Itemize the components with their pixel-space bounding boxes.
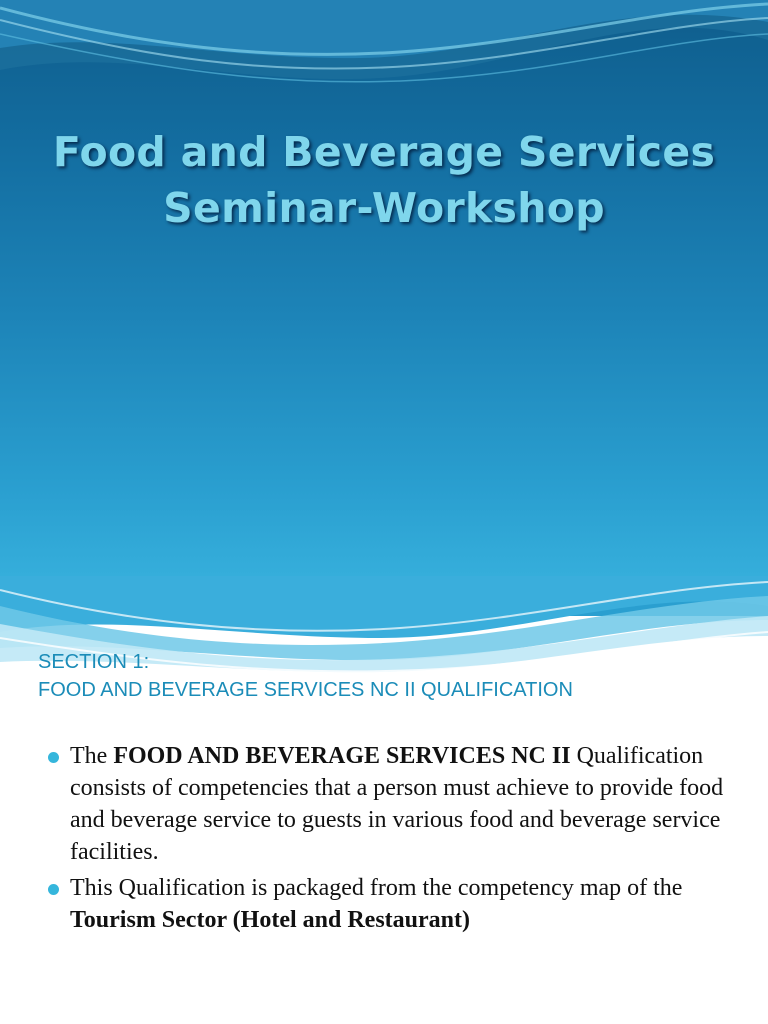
title-line-2: Seminar-Workshop (163, 184, 605, 232)
bullet-item (48, 740, 748, 868)
bullet-text-bold: Tourism Sector (Hotel and Restaurant) (70, 907, 470, 933)
bullet-icon (48, 884, 59, 895)
title-line-1: Food and Beverage Services (52, 128, 716, 176)
bullet-text-pre: This Qualification is packaged from the competency map of the (70, 875, 683, 901)
bullet-text-bold: FOOD AND BEVERAGE SERVICES NC II (113, 743, 571, 769)
content-slide (0, 576, 768, 1024)
section-heading-line-1: SECTION 1: (38, 651, 150, 673)
bullet-item (48, 872, 748, 936)
bullet-text-pre: The (70, 743, 114, 769)
section-heading (38, 648, 573, 704)
section-heading-line-2: FOOD AND BEVERAGE SERVICES NC II QUALIFICATION (38, 679, 573, 701)
bullet-icon (48, 752, 59, 763)
slide-title (0, 124, 768, 236)
bullet-text-post: Qualification consists of competencies that a person must achieve to provide food and beverage service to guests in various food and beverage service facilities. (70, 743, 724, 865)
bullet-list (48, 740, 748, 940)
